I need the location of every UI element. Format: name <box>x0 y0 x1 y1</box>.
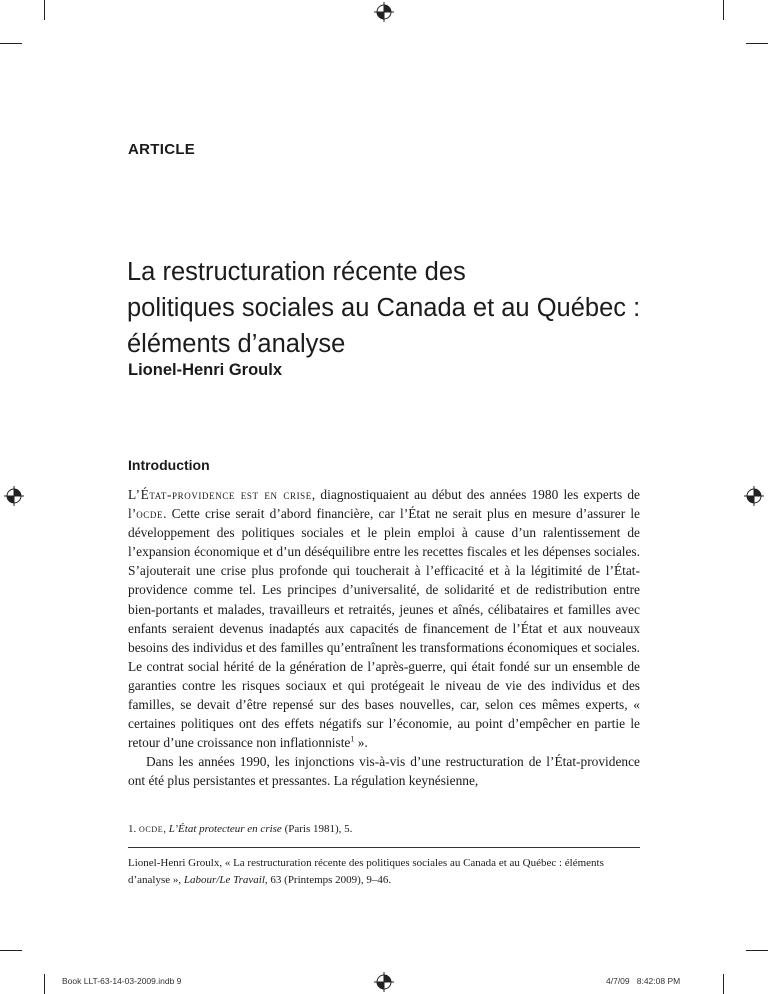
title-line: politiques sociales au Canada et au Québec : <box>127 294 641 322</box>
crop-mark <box>746 950 768 951</box>
registration-mark-icon <box>374 972 394 992</box>
crop-mark <box>723 0 724 20</box>
body-text <box>128 485 640 791</box>
footnote-ref[interactable]: 1 <box>350 734 355 744</box>
print-slug-file: Book LLT-63-14-03-2009.indb 9 <box>62 976 182 986</box>
crop-mark <box>723 974 724 994</box>
title-line: La restructuration récente des <box>127 258 466 286</box>
acronym: ocde <box>136 506 164 522</box>
crop-mark <box>44 0 45 20</box>
crop-mark <box>44 974 45 994</box>
journal-name: Labour/Le Travail <box>183 873 265 886</box>
author-name: Lionel-Henri Groulx <box>128 361 283 379</box>
registration-mark-icon <box>4 486 24 506</box>
title-line: éléments d’analyse <box>127 330 346 358</box>
footnote: 1. ocde, L’État protecteur en crise (Paris 1981), 5. <box>128 823 353 835</box>
registration-mark-icon <box>744 486 764 506</box>
section-heading: Introduction <box>128 457 210 473</box>
crop-mark <box>0 43 22 44</box>
section-label: ARTICLE <box>128 141 196 158</box>
registration-mark-icon <box>374 2 394 22</box>
acronym: ocde <box>139 823 164 835</box>
print-slug-timestamp: 4/7/09 8:42:08 PM <box>606 976 681 986</box>
article-title <box>127 254 687 362</box>
small-caps-lead: L’État-providence est en crise <box>128 487 312 502</box>
citation: Lionel-Henri Groulx, « La restructuration récente des politiques sociales au Canada et au Québec : éléments d’analyse », Labour/Le Travail, 63 (Printemps 2009), 9–46. <box>128 857 604 886</box>
paragraph: Dans les années 1990, les injonctions vis-à-vis d’une restructuration de l’État-providence ont été plus persistantes et pressantes. La régulation keynésienne, <box>128 754 640 789</box>
paragraph: L’État-providence est en crise, diagnostiquaient au début des années 1980 les experts de l’ocde. Cette crise serait d’abord financière, car l’État ne serait plus en mesure d’assurer le développement des politiques sociales et le plein emploi à cause d’un ralentissement de l’expansion économique et d’un déséquilibre entre les recettes fiscales et les dépenses sociales. S’ajouterait une crise plus profonde qui toucherait à l’efficacité et à la légitimité de l’État-providence comme tel. Les principes d’universalité, de solidarité et de redistribution entre bien-portants et malades, travailleurs et retraités, jeunes et aînés, célibataires et familles avec enfants seraient devenus inadaptés aux capacités de financement de l’État et aux nouveaux besoins des individus et des familles qu’entraînent les transformations économiques et sociales. Le contrat social hérité de la génération de l’après-guerre, qui était fondé sur un ensemble de garanties contre les risques sociaux et qui protégeait le niveau de vie des individus et des familles, se devait d’être repensé sur des bases nouvelles, car, selon ces mêmes experts, « certaines politiques ont des effets négatifs sur l’économie, au point d’empêcher en partie le retour d’une croissance non inflationniste$^1$ ». <box>128 487 640 751</box>
crop-mark <box>0 950 22 951</box>
divider <box>128 847 640 848</box>
crop-mark <box>746 43 768 44</box>
cited-title: L’État protecteur en crise <box>168 823 282 835</box>
